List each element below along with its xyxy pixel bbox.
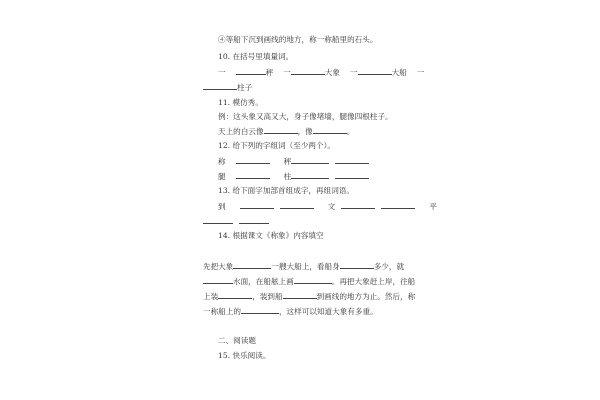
q10-blank-2[interactable]	[291, 67, 325, 75]
section-2-heading: 二、阅读题	[218, 336, 256, 345]
q14-blank-3[interactable]	[203, 276, 233, 284]
q13-blank-4[interactable]	[381, 201, 415, 209]
q10-line-2	[203, 82, 252, 93]
q14-l1-t2: 一艘大船上，看船身	[271, 262, 340, 271]
q10-title: 10. 在括号里填量词。	[218, 52, 294, 61]
q13-blank-1[interactable]	[240, 201, 274, 209]
q13-blank-3[interactable]	[341, 201, 375, 209]
q10-prefix-1: 一	[218, 68, 226, 77]
q11-example: 例：这头象又高又大，身子像堵墙，腿像四根柱子。	[218, 112, 393, 121]
q14-l2-t1: 水面，在船舷上画	[233, 277, 294, 286]
q10-word-4: 柱子	[237, 83, 253, 92]
q14-line-1	[203, 261, 404, 272]
q14-blank-7[interactable]	[241, 306, 279, 314]
q12-row-1	[218, 156, 369, 167]
q13-blank-2[interactable]	[280, 201, 314, 209]
q10-line-1	[218, 67, 424, 78]
q14-line-2	[203, 276, 415, 287]
q10-blank-1[interactable]	[236, 67, 266, 75]
q12-row-2	[218, 171, 369, 182]
q14-l3-t2: ，装到船	[252, 292, 283, 301]
q12-blank-3[interactable]	[335, 156, 369, 164]
q13-line-2	[203, 216, 269, 227]
q13-blank-5[interactable]	[203, 216, 233, 224]
q11-blank-2[interactable]	[313, 126, 347, 134]
q13-blank-6[interactable]	[239, 216, 269, 224]
q14-l4-t2: ，这样可以知道大象有多重。	[278, 307, 378, 316]
q14-l3-t3: 到画线的地方为止。然后，称	[316, 292, 416, 301]
q14-l4-t1: 一称船上的	[203, 307, 241, 316]
q14-blank-2[interactable]	[340, 261, 374, 269]
q14-line-4	[203, 306, 378, 317]
q10-prefix-4: 一	[416, 68, 425, 77]
q14-line-3	[203, 291, 415, 302]
q13-line-1	[218, 201, 437, 212]
q11-prompt-mid: ，像	[297, 127, 313, 136]
q14-title: 14. 根据课文《称象》内容填空	[218, 231, 324, 240]
q10-word-1: 秤	[265, 68, 274, 77]
q9-item-4: ④等船下沉到画线的地方，称一称船里的石头。	[218, 35, 378, 44]
q10-blank-4[interactable]	[203, 82, 237, 90]
q11-prompt-end: 。	[346, 127, 355, 136]
q12-char-3: 腿	[218, 172, 226, 181]
q10-prefix-3: 一	[349, 68, 358, 77]
q11-prompt	[218, 126, 354, 137]
q12-blank-1[interactable]	[236, 156, 270, 164]
q13-char-c: 平	[429, 202, 437, 211]
q15-title: 15. 快乐阅读。	[218, 351, 271, 360]
q10-word-2: 大象	[324, 68, 340, 77]
q10-prefix-2: 一	[283, 68, 291, 77]
q14-blank-4[interactable]	[294, 276, 332, 284]
q14-l1-t1: 先把大象	[203, 262, 234, 271]
q12-blank-4[interactable]	[236, 171, 270, 179]
q10-blank-3[interactable]	[358, 67, 392, 75]
q11-prompt-start: 天上的白云像	[218, 127, 264, 136]
q13-char-a: 到	[218, 202, 226, 211]
q12-blank-6[interactable]	[335, 171, 369, 179]
q11-blank-1[interactable]	[264, 126, 298, 134]
q12-char-4: 柱	[283, 172, 292, 181]
q13-char-b: 文	[327, 202, 336, 211]
q11-title: 11. 模仿秀。	[218, 98, 263, 107]
q13-title: 13. 给下面字加部首组成字，再组词语。	[218, 186, 354, 195]
q12-blank-2[interactable]	[291, 156, 329, 164]
q14-l3-t1: 上装	[203, 292, 219, 301]
q14-blank-5[interactable]	[218, 291, 252, 299]
q14-l1-t3: 多少，就	[373, 262, 405, 271]
q10-word-3: 大船	[391, 68, 407, 77]
q12-char-2: 秤	[283, 157, 292, 166]
q12-title: 12. 给下列的字组词（至少两个）。	[218, 141, 336, 150]
q14-l2-t2: 。再把大象赶上岸，往船	[331, 277, 416, 286]
q12-blank-5[interactable]	[291, 171, 329, 179]
q14-blank-1[interactable]	[233, 261, 271, 269]
q12-char-1: 称	[218, 157, 226, 166]
q14-blank-6[interactable]	[283, 291, 317, 299]
